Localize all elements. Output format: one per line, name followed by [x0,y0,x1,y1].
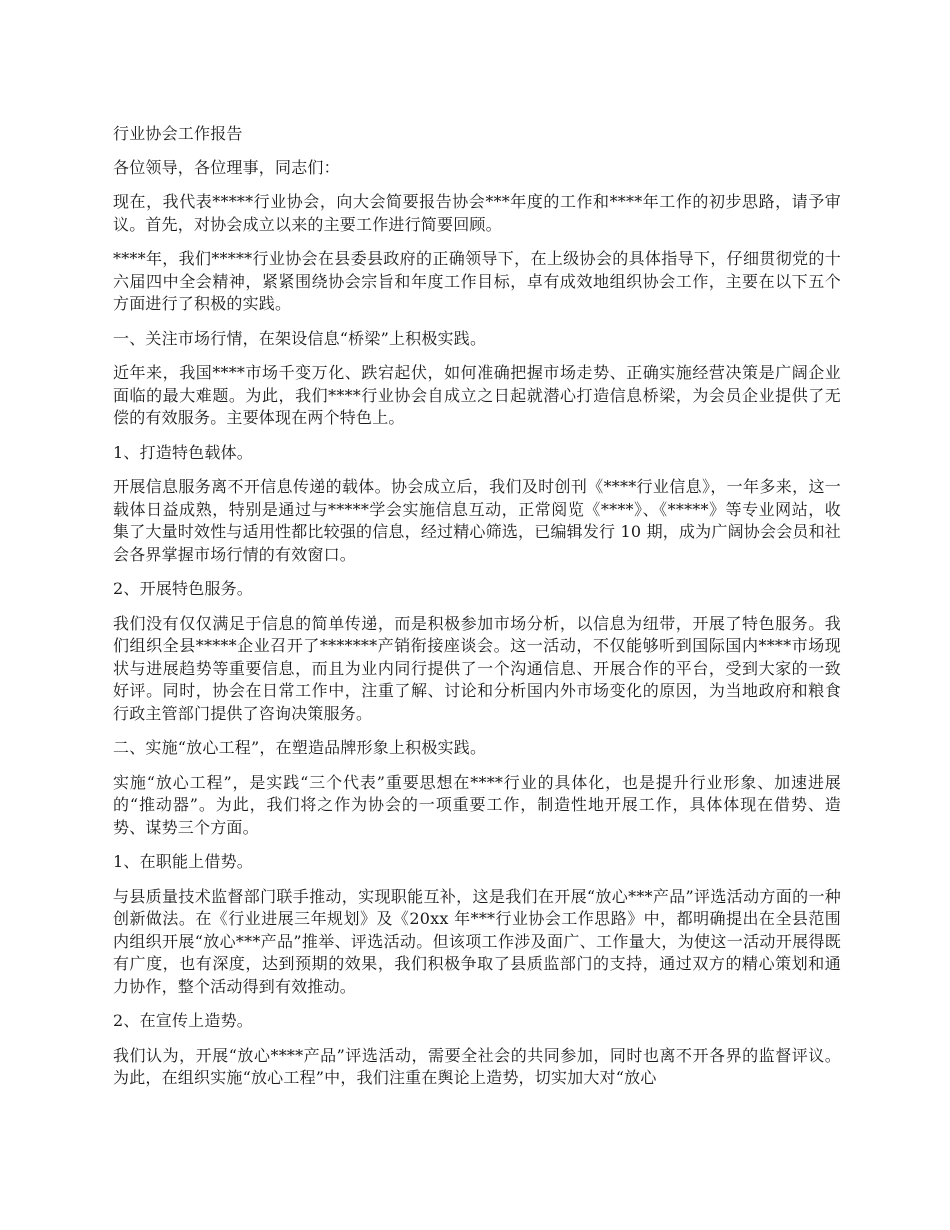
subheading-2-1: 1、在职能上借势。 [113,852,253,871]
paragraph-service: 我们没有仅仅满足于信息的简单传递，而是积极参加市场分析，以信息为纽带，开展了特色服务。我们组织全县*****企业召开了*******产销衔接座谈会。这一活动，不仅能够听到国际国内****市场现状与进展趋势等重要信息，而且为业内同行提供了一个沟通信息、开展合作的平台，受到大家的一致好评。同时，协会在日常工作中，注重了解、讨论和分析国内外市场变化的原因，为当地政府和粮食行政主管部门提供了咨询决策服务。 [113,613,841,723]
document-page [113,123,841,1102]
subheading-2-2: 2、在宣传上造势。 [113,1011,253,1030]
paragraph-function: 与县质量技术监督部门联手推动，实现职能互补，这是我们在开展“放心***产品”评选活动方面的一种创新做法。在《行业进展三年规划》及《20xx 年***行业协会工作思路》中，都明确提出在全县范围内组织开展“放心***产品”推举、评选活动。但该项工作涉及面广、工作量大，为使这一活动开展得既有广度，也有深度，达到预期的效果，我们积极争取了县质监部门的支持，通过双方的精心策划和通力协作，整个活动得到有效推动。 [113,886,841,996]
subheading-1-1: 1、打造特色载体。 [113,442,253,462]
section-heading-1: 一、关注市场行情，在架设信息“桥梁”上积极实践。 [113,328,487,348]
section-heading-2: 二、实施“放心工程”，在塑造品牌形象上积极实践。 [113,738,487,757]
paragraph-intro: 现在，我代表*****行业协会，向大会简要报告协会***年度的工作和****年工作的初步思路，请予审议。首先，对协会成立以来的主要工作进行简要回顾。 [113,192,841,234]
paragraph-overview: ****年，我们*****行业协会在县委县政府的正确领导下，在上级协会的具体指导下，仔细贯彻党的十六届四中全会精神，紧紧围绕协会宗旨和年度工作目标，卓有成效地组织协会工作，主要在以下五个方面进行了积极的实践。 [113,249,841,313]
subheading-1-2: 2、开展特色服务。 [113,579,253,598]
paragraph-project: 实施“放心工程”，是实践“三个代表”重要思想在****行业的具体化，也是提升行业形象、加速进展的“推动器”。为此，我们将之作为协会的一项重要工作，制造性地开展工作，具体体现在借势、造势、谋势三个方面。 [113,772,841,837]
paragraph-publicity: 我们认为，开展“放心****产品”评选活动，需要全社会的共同参加，同时也离不开各界的监督评议。为此，在组织实施“放心工程”中，我们注重在舆论上造势，切实加大对“放心 [113,1045,841,1087]
paragraph-greeting: 各位领导，各位理事，同志们： [113,157,340,177]
paragraph-market: 近年来，我国****市场千变万化、跌宕起伏，如何准确把握市场走势、正确实施经营决策是广阔企业面临的最大难题。为此，我们****行业协会自成立之日起就潜心打造信息桥梁，为会员企业提供了无偿的有效服务。主要体现在两个特色上。 [113,363,841,427]
document-title: 行业协会工作报告 [113,124,243,143]
paragraph-carrier: 开展信息服务离不开信息传递的载体。协会成立后，我们及时创刊《****行业信息》，一年多来，这一载体日益成熟，特别是通过与*****学会实施信息互动，正常阅览《****》、《*****》等专业网站，收集了大量时效性与适用性都比较强的信息，经过精心筛选，已编辑发行 10 期，成为广阔协会会员和社会各界掌握市场行情的有效窗口。 [113,477,841,564]
